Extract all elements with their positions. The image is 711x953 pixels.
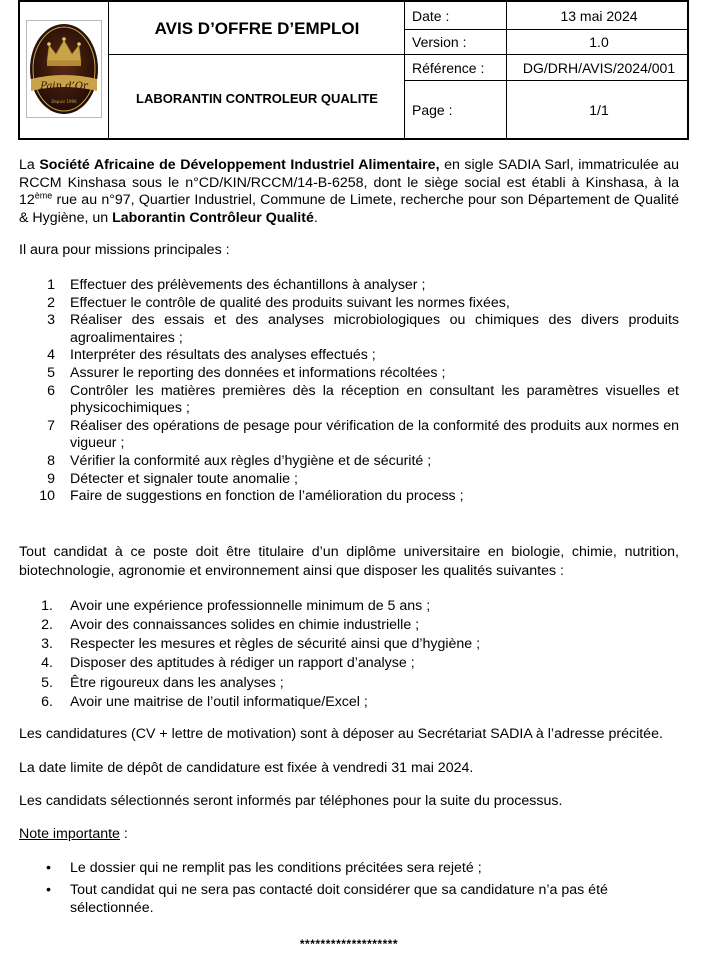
qualities-list xyxy=(19,597,679,712)
intro-text: rue au n°97, Quartier Industriel, Commune de Limete, recherche pour son Département de Qualité & Hygiène, un xyxy=(19,192,679,226)
list-item xyxy=(19,295,679,313)
item-number: 1. xyxy=(41,597,53,614)
qualifications-intro: Tout candidat à ce poste doit être titulaire d’un diplôme universitaire en biologie, chimie, nutrition, biotechnologie, agronomie et environnement ainsi que disposer les qualités suivantes : xyxy=(19,543,679,579)
job-title: LABORANTIN CONTROLEUR QUALITE xyxy=(136,90,378,106)
list-item xyxy=(19,488,679,506)
header-divider xyxy=(404,2,405,138)
bullet-icon: • xyxy=(46,881,51,898)
bullet-icon: • xyxy=(46,860,51,877)
list-item xyxy=(19,881,679,918)
item-number: 2. xyxy=(41,616,53,633)
crown-logo-icon xyxy=(27,21,101,117)
logo-tagline: Depuis 1996 xyxy=(51,99,77,104)
item-number: 3. xyxy=(41,636,53,653)
item-text: Effectuer des prélèvements des échantillons à analyser ; xyxy=(70,276,426,293)
date-label: Date : xyxy=(412,8,450,24)
ordinal-suffix: ème xyxy=(34,190,53,201)
list-item xyxy=(19,347,679,365)
contact-text: Les candidats sélectionnés seront informés par téléphones pour la suite du processus. xyxy=(19,793,563,810)
list-item xyxy=(19,674,679,693)
document-title: AVIS D’OFFRE D’EMPLOI xyxy=(154,19,360,38)
item-number: 1 xyxy=(47,276,55,293)
header-divider xyxy=(404,80,687,81)
page-label: Page : xyxy=(412,102,453,118)
item-text: Interpréter des résultats des analyses effectués ; xyxy=(70,347,376,364)
list-item xyxy=(19,635,679,654)
item-text: Avoir des connaissances solides en chimie industrielle ; xyxy=(70,616,420,633)
page-value: 1/1 xyxy=(589,102,609,118)
role-name: Laborantin Contrôleur Qualité xyxy=(112,209,314,226)
list-item xyxy=(19,365,679,383)
header-divider xyxy=(506,2,507,138)
header-divider xyxy=(108,2,109,138)
end-separator: ******************* xyxy=(299,936,399,951)
document-header xyxy=(18,0,689,140)
item-number: 5. xyxy=(41,674,53,691)
item-number: 10 xyxy=(39,488,55,505)
list-item xyxy=(19,471,679,489)
company-name: Société Africaine de Développement Industriel Alimentaire, xyxy=(39,157,440,173)
deadline-text: La date limite de dépôt de candidature est fixée à vendredi 31 mai 2024. xyxy=(19,759,474,776)
note-colon: : xyxy=(119,825,128,842)
item-text: Effectuer le contrôle de qualité des produits suivant les normes fixées, xyxy=(70,294,510,311)
list-item xyxy=(19,312,679,347)
intro-paragraph xyxy=(19,157,679,227)
item-number: 9 xyxy=(47,470,55,487)
item-text: Contrôler les matières premières dès la réception en consultant les paramètres visuelles et physicochimiques ; xyxy=(70,382,679,417)
document-body xyxy=(19,157,679,953)
version-label: Version : xyxy=(412,34,467,50)
item-number: 8 xyxy=(47,452,55,469)
applications-text: Les candidatures (CV + lettre de motivation) sont à déposer au Secrétariat SADIA à l’adresse précitée. xyxy=(19,725,663,742)
item-text: Réaliser des opérations de pesage pour vérification de la conformité des produits aux normes en vigueur ; xyxy=(70,417,679,452)
item-text: Avoir une expérience professionnelle minimum de 5 ans ; xyxy=(70,597,431,614)
item-text: Le dossier qui ne remplit pas les conditions précitées sera rejeté ; xyxy=(70,860,482,877)
item-text: Disposer des aptitudes à rédiger un rapport d’analyse ; xyxy=(70,655,415,672)
item-text: Assurer le reporting des données et informations récoltées ; xyxy=(70,364,446,381)
list-item xyxy=(19,693,679,712)
item-text: Respecter les mesures et règles de sécurité ainsi que d’hygiène ; xyxy=(70,636,481,653)
list-item xyxy=(19,418,679,453)
date-value: 13 mai 2024 xyxy=(560,8,638,24)
item-number: 6. xyxy=(41,693,53,710)
item-text: Tout candidat qui ne sera pas contacté doit considérer que sa candidature n’a pas été sélectionnée. xyxy=(70,881,608,917)
version-value: 1.0 xyxy=(589,34,609,50)
list-item xyxy=(19,597,679,616)
item-number: 3 xyxy=(47,312,55,329)
intro-text: La xyxy=(19,157,40,173)
reference-label: Référence : xyxy=(412,60,485,76)
list-item xyxy=(19,654,679,673)
intro-text: . xyxy=(313,209,318,226)
list-item xyxy=(19,383,679,418)
list-item xyxy=(19,453,679,471)
list-item xyxy=(19,277,679,295)
item-text: Vérifier la conformité aux règles d’hygiène et de sécurité ; xyxy=(70,452,432,469)
item-text: Avoir une maitrise de l’outil informatique/Excel ; xyxy=(70,693,368,710)
note-title: Note importante xyxy=(19,825,120,842)
notes-list xyxy=(19,859,679,918)
reference-value: DG/DRH/AVIS/2024/001 xyxy=(522,60,676,76)
item-number: 5 xyxy=(47,364,55,381)
intro-text: en sigle SADIA Sarl, immatriculée au RCCM Kinshasa sous le n°CD/KIN/RCCM/14-B-6258, dont le siège social est établi à Kinshasa, à la 12 xyxy=(19,157,679,209)
list-item xyxy=(19,859,679,878)
header-divider xyxy=(404,29,687,30)
item-number: 4. xyxy=(41,655,53,672)
item-number: 2 xyxy=(47,294,55,311)
missions-list xyxy=(19,277,679,506)
item-text: Faire de suggestions en fonction de l’amélioration du process ; xyxy=(70,488,464,505)
company-logo xyxy=(26,20,102,118)
logo-text: Pain d’Or xyxy=(40,81,88,92)
note-heading xyxy=(19,826,679,844)
item-text: Être rigoureux dans les analyses ; xyxy=(70,674,284,691)
list-item xyxy=(19,616,679,635)
missions-intro: Il aura pour missions principales : xyxy=(19,242,230,259)
item-number: 4 xyxy=(47,347,55,364)
item-number: 7 xyxy=(47,417,55,434)
header-divider xyxy=(404,54,687,55)
item-text: Détecter et signaler toute anomalie ; xyxy=(70,470,298,487)
item-number: 6 xyxy=(47,382,55,399)
item-text: Réaliser des essais et des analyses microbiologiques ou chimiques des divers produits agroalimentaires ; xyxy=(70,312,679,346)
